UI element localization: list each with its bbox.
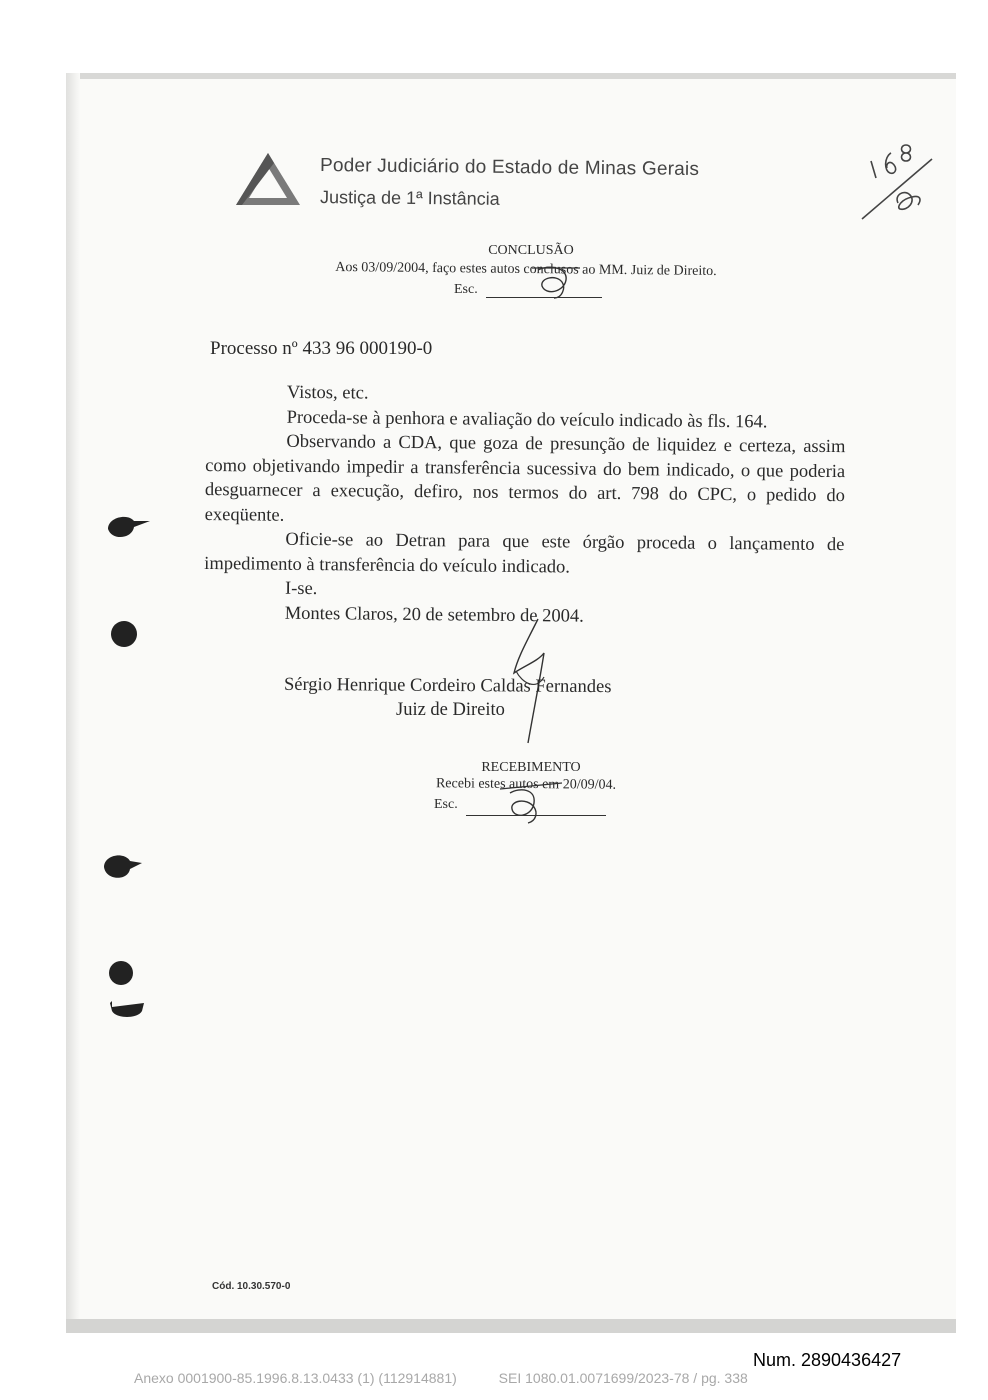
order-paragraph: Oficie-se ao Detran para que este órgão proceda o lançamento de impedimento à transferência do veículo indicado. — [204, 529, 845, 578]
order-body — [204, 380, 846, 631]
judge-title: Juiz de Direito — [396, 700, 505, 720]
footer-sei-reference: SEI 1080.01.0071699/2023-78 / pg. 338 — [498, 1370, 748, 1386]
document-number: Num. 2890436427 — [753, 1350, 902, 1370]
punch-hole-icon — [102, 849, 146, 885]
court-name: Poder Judiciário do Estado de Minas Gerais — [319, 155, 700, 180]
judge-name: Sérgio Henrique Cordeiro Caldas Fernandes — [283, 674, 612, 698]
order-paragraph: Vistos, etc. — [286, 382, 369, 404]
scan-bottom-edge — [66, 1319, 956, 1333]
order-date-place: Montes Claros, 20 de setembro de 2004. — [284, 603, 584, 627]
conclusao-title: CONCLUSÃO — [488, 243, 574, 258]
recebimento-text: Recebi estes autos em 20/09/04. — [435, 776, 617, 793]
recebimento-title: RECEBIMENTO — [481, 760, 581, 775]
court-logo-icon — [234, 151, 302, 209]
court-instance: Justiça de 1ª Instância — [319, 187, 500, 209]
scanned-page — [66, 73, 956, 1333]
receipt-initials-signature — [496, 779, 566, 829]
order-paragraph: Proceda-se à penhora e avaliação do veículo indicado às fls. 164. — [286, 407, 768, 432]
form-code: Cód. 10.30.570-0 — [212, 1281, 291, 1292]
punch-hole-icon — [106, 957, 138, 989]
page-footer — [134, 1370, 748, 1386]
order-paragraph: Observando a CDA, que goza de presunção de liquidez e certeza, assim como objetivando impedir a transferência sucessiva do bem indicado, o que poderia desguarnecer a execução, defiro, nos termos do art. 798 do CPC, o pedido do exeqüente. — [204, 431, 846, 526]
punch-hole-icon — [108, 997, 148, 1023]
handwritten-folio-number — [846, 133, 946, 233]
recebimento-esc-label: Esc. — [434, 797, 458, 812]
clerk-initials-signature — [528, 260, 588, 302]
process-number: Processo nº 433 96 000190-0 — [210, 338, 433, 359]
punch-hole-icon — [108, 617, 142, 651]
scan-left-edge — [66, 73, 80, 1333]
footer-annex-reference: Anexo 0001900-85.1996.8.13.0433 (1) (112914881) — [134, 1370, 457, 1386]
conclusao-esc-label: Esc. — [454, 282, 478, 297]
order-paragraph: I-se. — [284, 578, 318, 600]
scan-top-edge — [66, 73, 956, 79]
conclusao-text: Aos 03/09/2004, faço estes autos conclusos ao MM. Juiz de Direito. — [335, 260, 717, 279]
punch-hole-icon — [104, 511, 154, 545]
